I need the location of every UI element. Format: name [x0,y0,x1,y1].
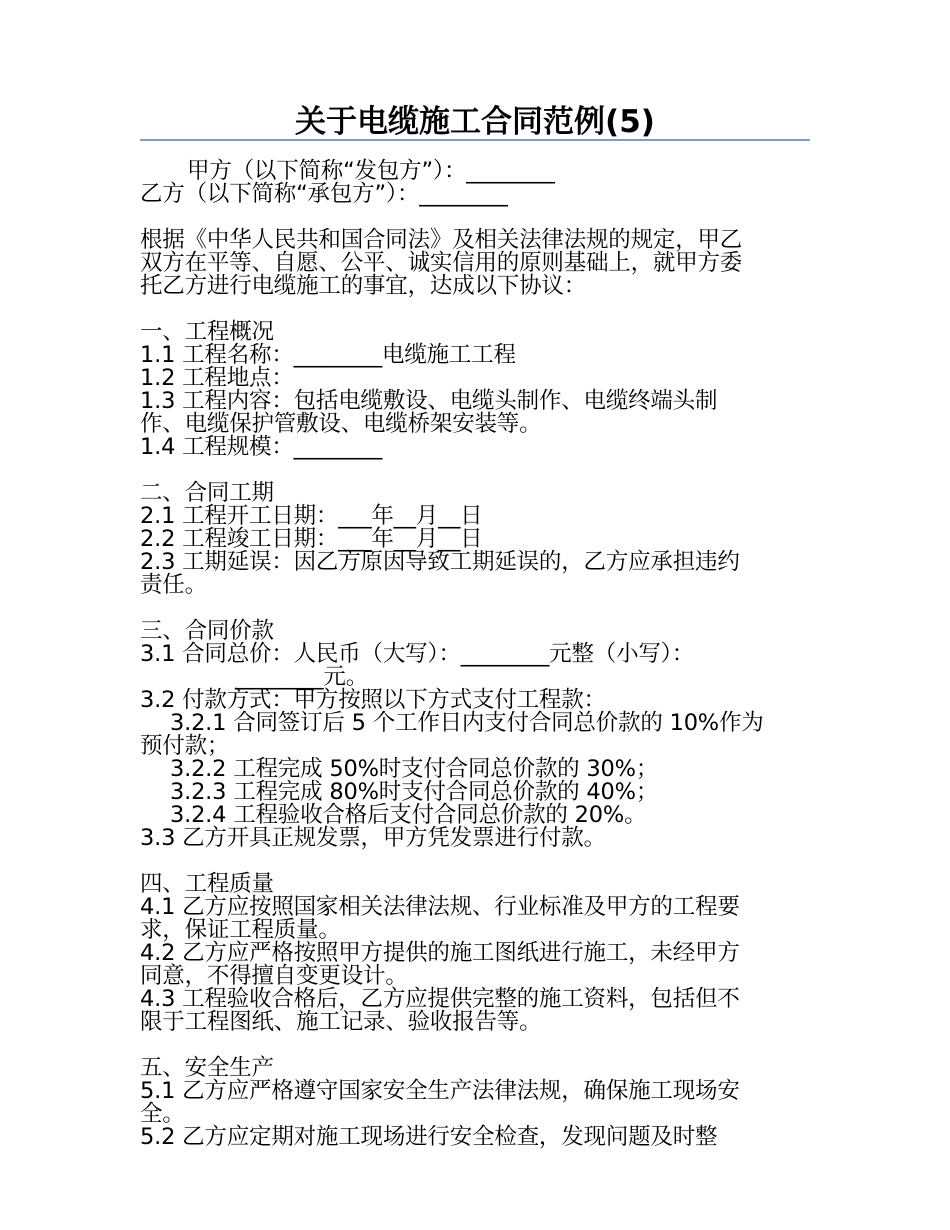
clause-line: ________元。 [235,664,369,690]
clause-line: 1.1 工程名称：________电缆施工工程 [140,342,516,368]
clause-line: 4.1 乙方应按照国家相关法律法规、行业标准及甲方的工程要 [140,894,740,920]
clause-line: 求，保证工程质量。 [140,917,341,943]
clause-line: 4.2 乙方应严格按照甲方提供的施工图纸进行施工，未经甲方 [140,940,740,966]
clause-line: 1.2 工程地点： [140,365,294,391]
clause-line: 4.3 工程验收合格后，乙方应提供完整的施工资料，包括但不 [140,986,740,1012]
clause-line: 2.2 工程竣工日期：___年__月__日 [140,526,483,552]
clause-line: 同意，不得擅自变更设计。 [140,963,408,989]
clause-line: 1.3 工程内容：包括电缆敷设、电缆头制作、电缆终端头制 [140,388,718,414]
clause-line: 预付款； [140,733,230,759]
section-heading: 五、安全生产 [140,1055,274,1081]
section-heading: 四、工程质量 [140,871,274,897]
document-body [140,160,815,1149]
preamble-line: 双方在平等、自愿、公平、诚实信用的原则基础上，就甲方委 [140,250,743,276]
section-heading: 二、合同工期 [140,480,274,506]
section-heading: 一、工程概况 [140,319,274,345]
clause-line: 全。 [140,1101,185,1127]
clause-line: 限于工程图纸、施工记录、验收报告等。 [140,1009,542,1035]
clause-line: 3.3 乙方开具正规发票，甲方凭发票进行付款。 [140,825,606,851]
clause-line: 5.1 乙方应严格遵守国家安全生产法律法规，确保施工现场安 [140,1078,740,1104]
clause-line: 3.2 付款方式：甲方按照以下方式支付工程款： [140,687,606,713]
clause-line: 责任。 [140,572,207,598]
clause-line: 3.1 合同总价：人民币（大写）：________元整（小写）： [140,641,695,667]
title-underline [140,139,810,141]
clause-line: 3.2.4 工程验收合格后支付合同总价款的 20%。 [170,802,647,828]
clause-line: 2.3 工期延误：因乙方原因导致工期延误的，乙方应承担违约 [140,549,740,575]
preamble-line: 托乙方进行电缆施工的事宜，达成以下协议： [140,273,587,299]
party-b-line: 乙方（以下简称“承包方”）：________ [140,181,508,207]
clause-line: 1.4 工程规模：________ [140,434,383,460]
clause-line: 3.2.3 工程完成 80%时支付合同总价款的 40%； [170,779,659,805]
preamble-line: 根据《中华人民共和国合同法》及相关法律法规的规定，甲乙 [140,227,743,253]
clause-line: 5.2 乙方应定期对施工现场进行安全检查，发现问题及时整 [140,1124,718,1150]
party-a-line: 甲方（以下简称“发包方”）：________ [187,158,555,184]
clause-line: 3.2.1 合同签订后 5 个工作日内支付合同总价款的 10%作为 [170,710,764,736]
document-title: 关于电缆施工合同范例(5) [295,104,655,140]
clause-line: 2.1 工程开工日期：___年__月__日 [140,503,483,529]
clause-line: 作、电缆保护管敷设、电缆桥架安装等。 [140,411,542,437]
clause-line: 3.2.2 工程完成 50%时支付合同总价款的 30%； [170,756,659,782]
section-heading: 三、合同价款 [140,618,274,644]
